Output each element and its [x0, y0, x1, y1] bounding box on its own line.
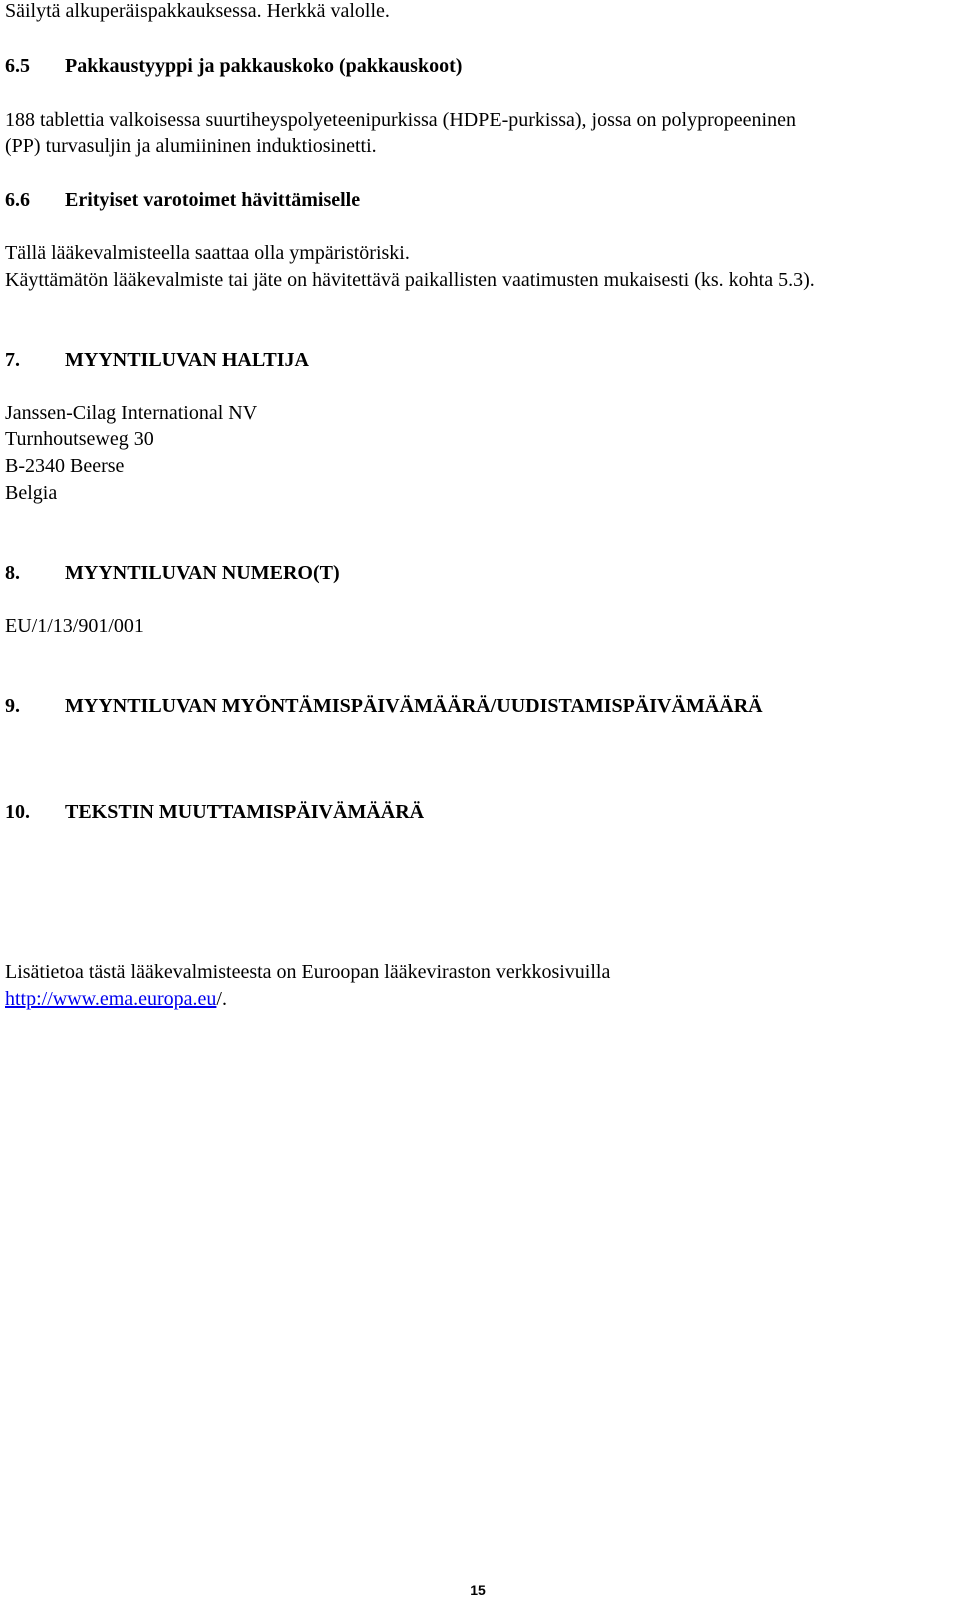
- section-6-5-title: Pakkaustyyppi ja pakkauskoko (pakkauskoot): [65, 55, 463, 77]
- section-6-6-heading: [5, 187, 360, 213]
- authorisation-number: EU/1/13/901/001: [5, 615, 144, 637]
- section-9-title: MYYNTILUVAN MYÖNTÄMISPÄIVÄMÄÄRÄ/UUDISTAMISPÄIVÄMÄÄRÄ: [65, 695, 763, 717]
- holder-street: Turnhoutseweg 30: [5, 428, 154, 450]
- storage-instruction: Säilytä alkuperäispakkauksessa. Herkkä valolle.: [5, 0, 390, 22]
- section-7-number: 7.: [5, 349, 20, 371]
- holder-name: Janssen-Cilag International NV: [5, 402, 258, 424]
- section-8-heading: [5, 560, 340, 586]
- section-6-5-heading: [5, 53, 462, 79]
- section-6-5-number: 6.5: [5, 55, 30, 77]
- footer-info-after-link: /.: [216, 988, 227, 1010]
- section-6-5-line-1: 188 tablettia valkoisessa suurtiheyspolyeteenipurkissa (HDPE-purkissa), jossa on polypropeeninen: [5, 109, 796, 131]
- section-6-6-line-1: Tällä lääkevalmisteella saattaa olla ympäristöriski.: [5, 242, 410, 264]
- section-9-heading: [5, 693, 763, 719]
- footer-info-link-line: [5, 986, 227, 1012]
- section-7-title: MYYNTILUVAN HALTIJA: [65, 349, 309, 371]
- footer-info-text: Lisätietoa tästä lääkevalmisteesta on Euroopan lääkeviraston verkkosivuilla: [5, 961, 611, 983]
- page-number: 15: [470, 1582, 486, 1598]
- ema-website-link[interactable]: http://www.ema.europa.eu: [5, 988, 217, 1010]
- section-9-number: 9.: [5, 695, 20, 717]
- section-8-title: MYYNTILUVAN NUMERO(T): [65, 562, 340, 584]
- holder-city: B-2340 Beerse: [5, 455, 125, 477]
- section-6-6-line-2: Käyttämätön lääkevalmiste tai jäte on hävitettävä paikallisten vaatimusten mukaisesti (ks. kohta 5.3).: [5, 269, 815, 291]
- section-8-number: 8.: [5, 562, 20, 584]
- section-6-6-number: 6.6: [5, 189, 30, 211]
- section-6-5-line-2: (PP) turvasuljin ja alumiininen induktiosinetti.: [5, 135, 377, 157]
- section-7-heading: [5, 347, 309, 373]
- holder-country: Belgia: [5, 482, 58, 504]
- section-10-number: 10.: [5, 801, 30, 823]
- section-10-title: TEKSTIN MUUTTAMISPÄIVÄMÄÄRÄ: [65, 801, 425, 823]
- section-6-6-title: Erityiset varotoimet hävittämiselle: [65, 189, 361, 211]
- section-10-heading: [5, 799, 424, 825]
